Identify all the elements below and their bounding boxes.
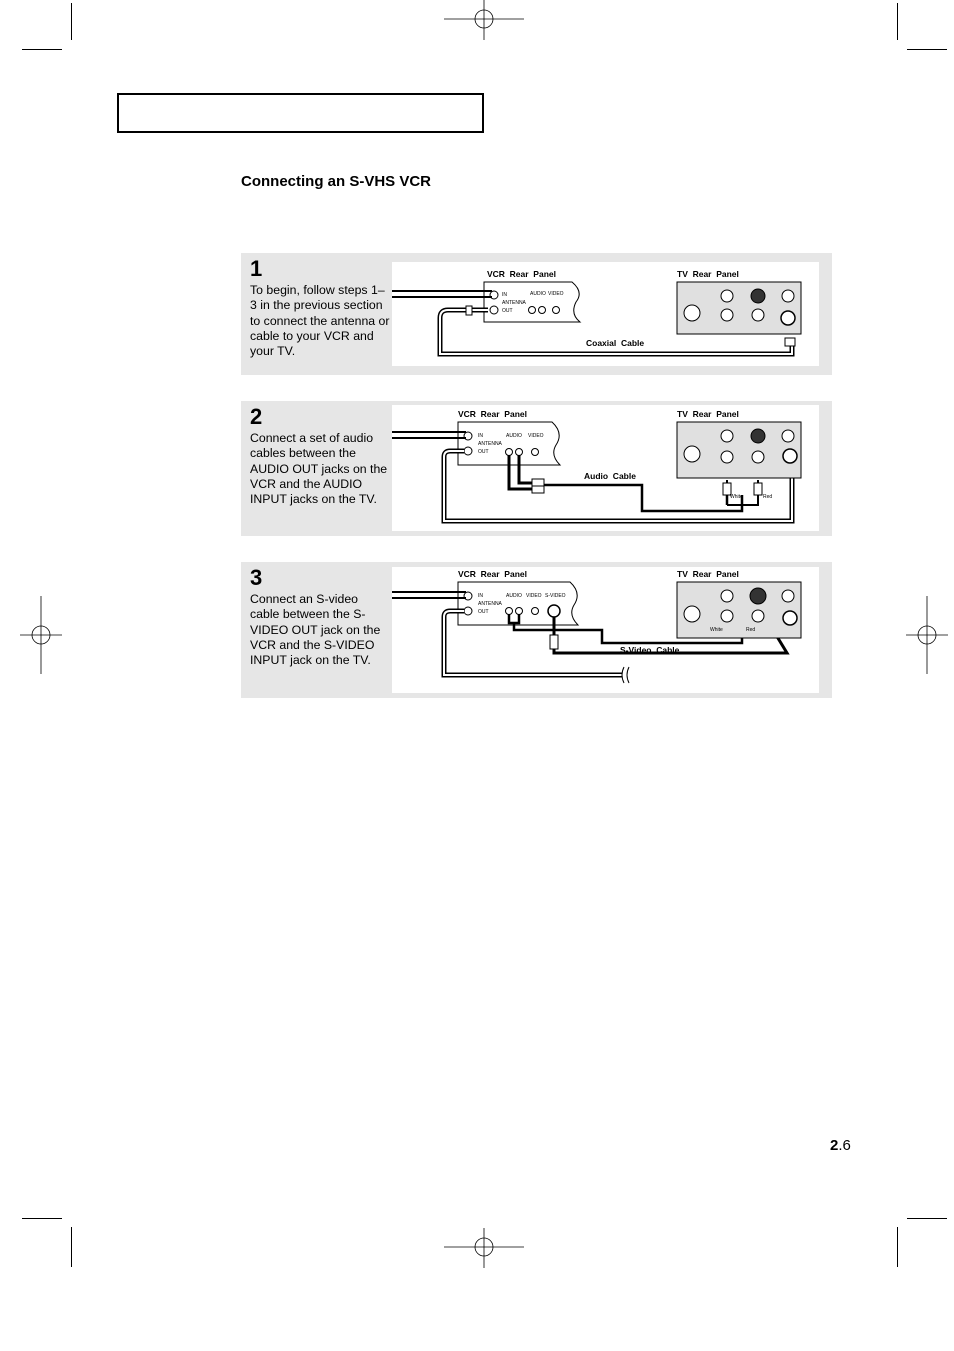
tv-panel-label: TV Rear Panel [677,269,739,279]
white-label: White [710,627,723,633]
crop-mark [71,1227,72,1267]
cable-label: Coaxial Cable [586,338,645,348]
connection-diagram [392,405,819,531]
connection-diagram [392,262,819,366]
registration-mark-top [444,0,524,40]
vcr-jack-label: VIDEO [548,291,564,297]
page-index: .6 [838,1137,851,1154]
crop-mark [897,3,898,40]
vcr-panel-label: VCR Rear Panel [458,569,527,579]
vcr-jack-label: AUDIO [506,433,522,439]
video-out-jack [553,307,560,314]
antenna-out-jack [490,306,498,314]
vcr-jack-label: IN [478,433,483,439]
crop-mark [22,1218,62,1219]
cable-label: Audio Cable [584,471,636,481]
red-label: Red [746,627,756,633]
vcr-jack-label: OUT [502,308,513,314]
vcr-jack-label: AUDIO [506,593,522,599]
registration-mark-bottom [444,1228,524,1268]
tv-svideo-jack [684,305,700,321]
cable-label: S-Video Cable [620,645,680,655]
step-instructions: Connect an S-video cable between the S-VIDEO OUT jack on the VCR and the S-VIDEO INPUT jack on the TV. [250,592,381,668]
header-box [117,93,484,133]
vcr-jack-label: OUT [478,609,489,615]
vcr-jack-label: OUT [478,449,489,455]
registration-mark-right [906,596,948,674]
step-number: 1 [250,256,263,281]
vcr-jack-label: IN [478,593,483,599]
step-number: 2 [250,404,263,429]
step-2 [241,401,832,536]
vcr-jack-label: AUDIO [530,291,546,297]
crop-mark [897,1227,898,1267]
connection-diagram [392,567,819,693]
vcr-jack-label: ANTENNA [502,300,526,306]
vcr-panel-label: VCR Rear Panel [458,409,527,419]
chapter-number: 2 [830,1137,839,1154]
red-label: Red [763,494,773,500]
step-3 [241,562,832,698]
tv-audio-input-jack [721,451,733,463]
registration-mark-left [20,596,62,674]
audio-out-jack [539,307,546,314]
crop-mark [22,49,62,50]
vcr-jack-label: ANTENNA [478,441,502,447]
svideo-out-jack [548,605,560,617]
step-number: 3 [250,565,263,590]
step-instructions: To begin, follow steps 1–3 in the previous section to connect the antenna or cable to your VCR and your TV. [250,283,390,359]
tv-panel-label: TV Rear Panel [677,569,739,579]
white-label: White [730,494,743,500]
audio-out-jack [516,449,523,456]
step-1 [241,253,832,375]
section-title: Connecting an S-VHS VCR [241,173,432,190]
tv-audio-input-jack [752,451,764,463]
vcr-jack-label: VIDEO [526,593,542,599]
vcr-jack-label: S-VIDEO [545,593,566,599]
tv-antenna-jack [781,311,795,325]
vcr-panel-label: VCR Rear Panel [487,269,556,279]
tv-panel-label: TV Rear Panel [677,409,739,419]
crop-mark [71,3,72,40]
vcr-jack-label: ANTENNA [478,601,502,607]
vcr-jack-label: VIDEO [528,433,544,439]
vcr-jack-label: IN [502,292,507,298]
step-instructions: Connect a set of audio cables between the AUDIO OUT jacks on the VCR and the AUDIO INPUT jacks on the TV. [250,431,388,507]
crop-mark [907,1218,947,1219]
page-number [830,1137,851,1154]
audio-out-jack [506,449,513,456]
vcr-panel [484,282,580,322]
audio-out-jack [529,307,536,314]
tv-svideo-input-jack [750,588,766,604]
crop-mark [907,49,947,50]
